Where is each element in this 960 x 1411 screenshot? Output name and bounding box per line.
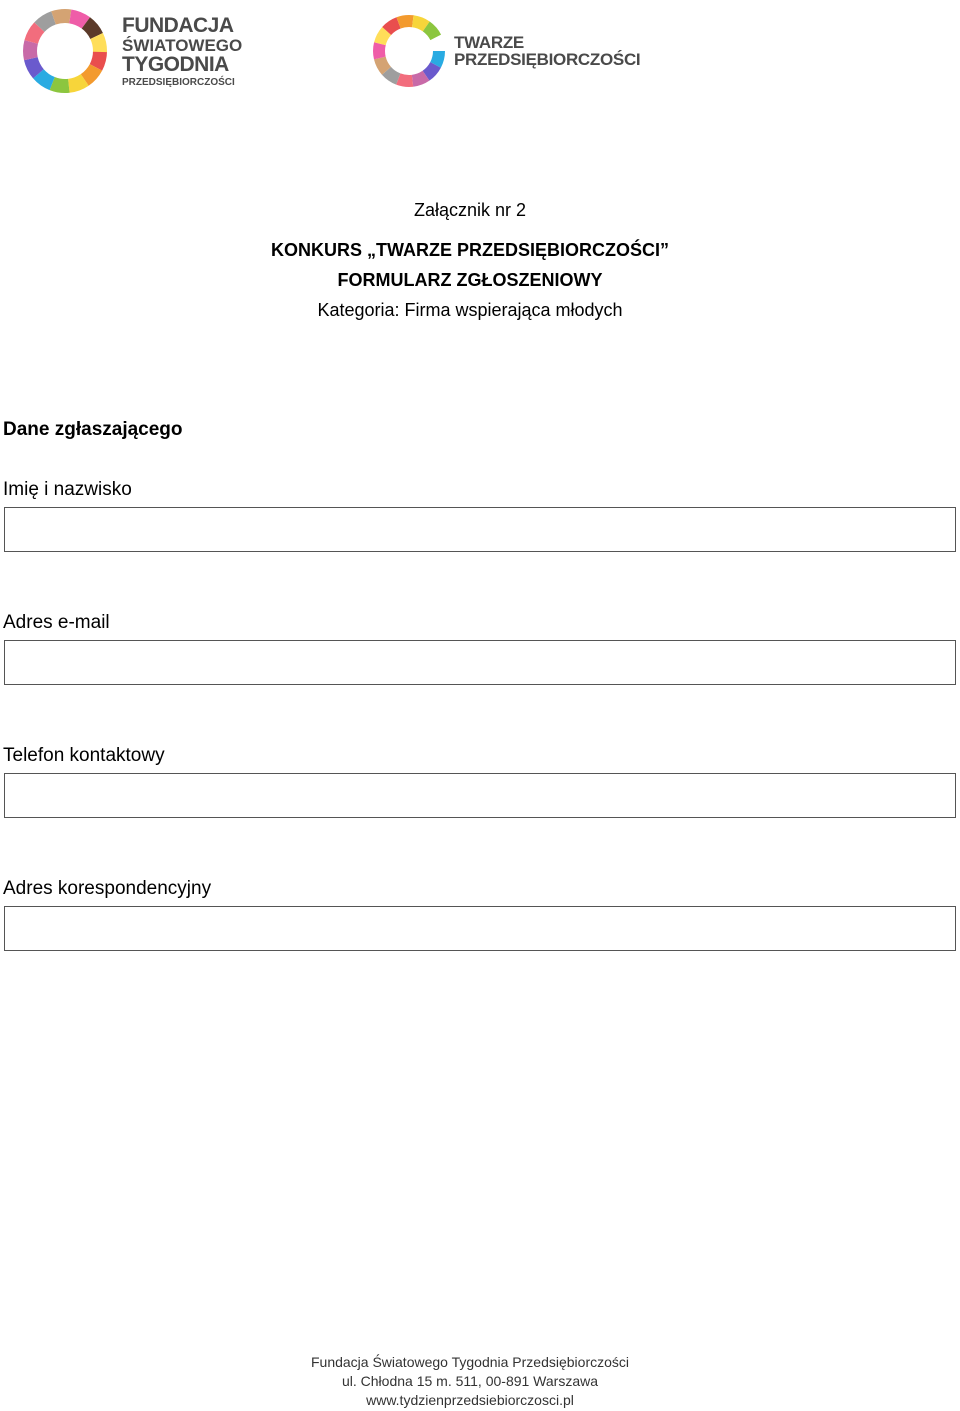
fundacja-logo <box>20 6 242 96</box>
section-title: Dane zgłaszającego <box>3 419 183 440</box>
category-line: Kategoria: Firma wspierająca młodych <box>317 300 623 320</box>
email-label: Adres e-mail <box>3 612 110 633</box>
fundacja-logo-text: FUNDACJA ŚWIATOWEGO TYGODNIA PRZEDSIĘBIORCZOŚCI <box>122 13 243 88</box>
footer-org: Fundacja Światowego Tygodnia Przedsiębiorczości <box>310 1354 630 1370</box>
form-title: FORMULARZ ZGŁOSZENIOWY <box>337 270 603 290</box>
address-field[interactable] <box>4 906 956 951</box>
attachment-number: Załącznik nr 2 <box>413 200 527 220</box>
twarze-logo <box>370 12 640 90</box>
fundacja-ring-icon <box>20 6 110 96</box>
phone-field[interactable] <box>4 773 956 818</box>
twarze-ring-icon <box>370 12 448 90</box>
footer-website[interactable]: www.tydzienprzedsiebiorczosci.pl <box>366 1392 574 1408</box>
phone-label: Telefon kontaktowy <box>3 745 165 766</box>
twarze-logo-text: TWARZE PRZEDSIĘBIORCZOŚCI <box>454 33 641 69</box>
name-label: Imię i nazwisko <box>3 479 132 500</box>
footer-address: ul. Chłodna 15 m. 511, 00-891 Warszawa <box>341 1373 599 1389</box>
name-field[interactable] <box>4 507 956 552</box>
contest-title: KONKURS „TWARZE PRZEDSIĘBIORCZOŚCI” <box>270 240 669 260</box>
address-label: Adres korespondencyjny <box>3 878 212 899</box>
email-field[interactable] <box>4 640 956 685</box>
